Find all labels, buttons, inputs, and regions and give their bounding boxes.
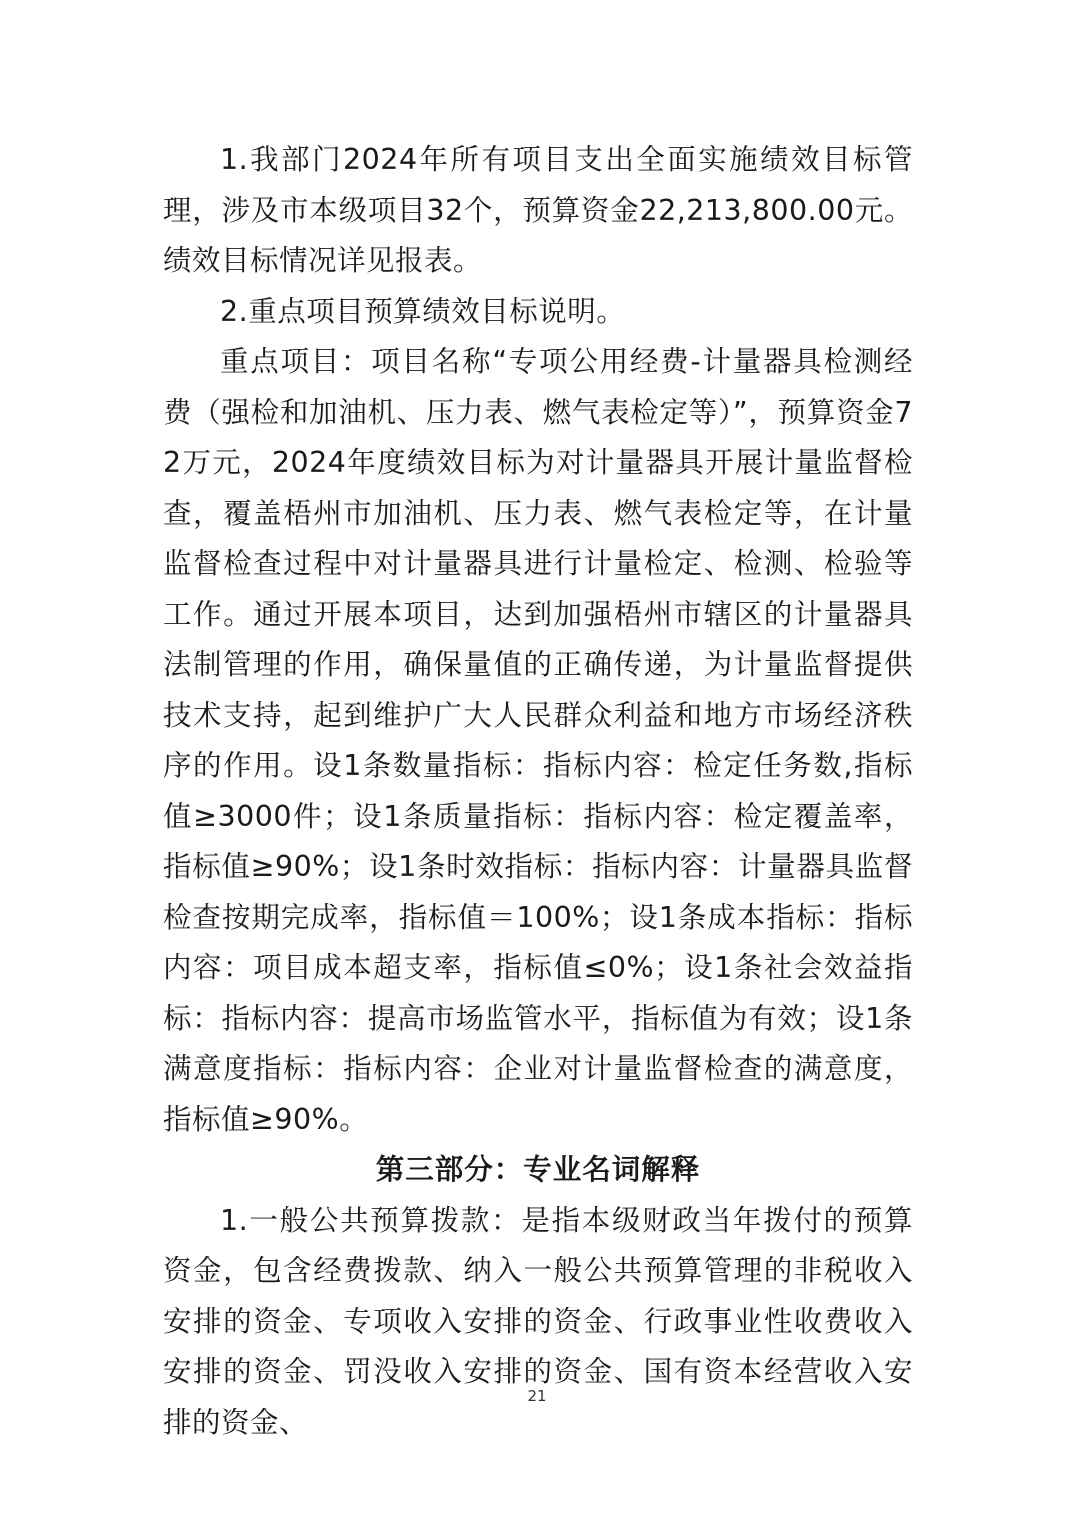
document-body — [163, 135, 913, 1448]
section-heading-terms: 第三部分：专业名词解释 — [375, 1153, 701, 1186]
paragraph-general-budget-definition: 1.一般公共预算拨款：是指本级财政当年拨付的预算资金，包含经费拨款、纳入一般公共预算管理的非税收入安排的资金、专项收入安排的资金、行政事业性收费收入安排的资金、罚没收入安排的资金、国有资本经营收入安排的资金、 — [163, 1203, 913, 1439]
paragraph-performance-target-overview: 1.我部门2024年所有项目支出全面实施绩效目标管理，涉及市本级项目32个，预算资金22,213,800.00元。绩效目标情况详见报表。 — [163, 143, 913, 277]
paragraph-key-project-description: 重点项目：项目名称“专项公用经费-计量器具检测经费（强检和加油机、压力表、燃气表检定等）”，预算资金72万元，2024年度绩效目标为对计量器具开展计量监督检查，覆盖梧州市加油机、压力表、燃气表检定等，在计量监督检查过程中对计量器具进行计量检定、检测、检验等工作。通过开展本项目，达到加强梧州市辖区的计量器具法制管理的作用，确保量值的正确传递，为计量监督提供技术支持，起到维护广大人民群众利益和地方市场经济秩序的作用。设1条数量指标：指标内容：检定任务数,指标值≥3000件；设1条质量指标：指标内容：检定覆盖率，指标值≥90%；设1条时效指标：指标内容：计量器具监督检查按期完成率，指标值＝100%；设1条成本指标：指标内容：项目成本超支率，指标值≤0%；设1条社会效益指标：指标内容：提高市场监管水平，指标值为有效；设1条满意度指标：指标内容：企业对计量监督检查的满意度，指标值≥90%。 — [163, 345, 913, 1136]
page-number: 21 — [527, 1387, 547, 1405]
paragraph-key-project-heading: 2.重点项目预算绩效目标说明。 — [220, 294, 626, 328]
